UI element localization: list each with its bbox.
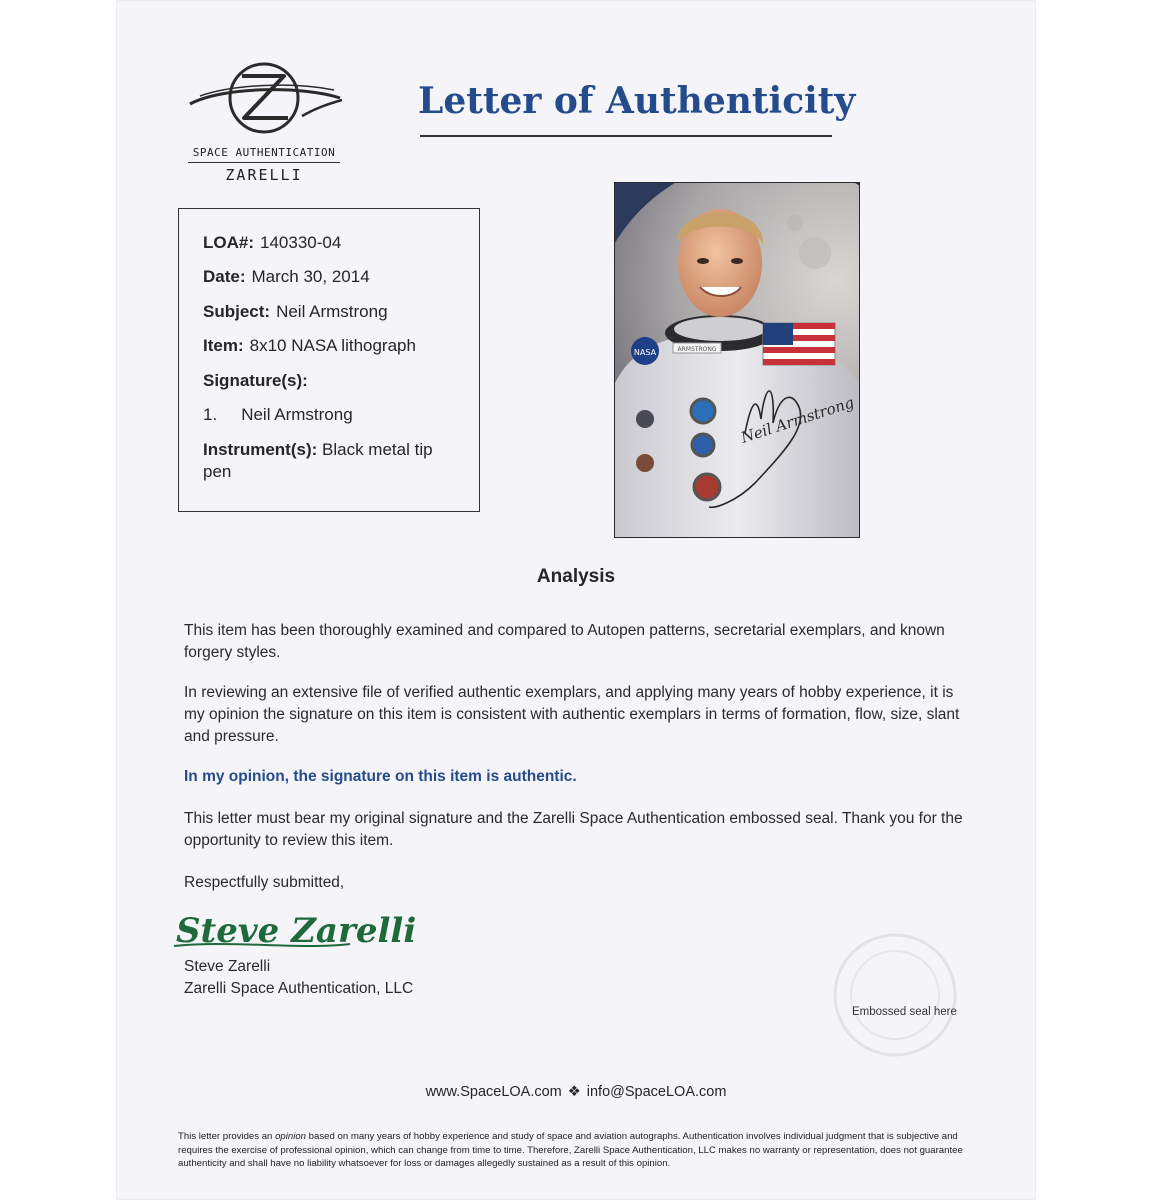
zarelli-logo xyxy=(184,56,344,186)
signature-1-name: Neil Armstrong xyxy=(241,405,353,424)
subject-row xyxy=(203,302,388,322)
signature-image xyxy=(170,900,550,960)
signature-script-text: Steve Zarelli xyxy=(176,911,417,951)
loa-number-value: 140330-04 xyxy=(260,233,342,252)
disclaimer-part-2: based on many years of hobby experience and study of space and aviation autographs. Authentication involves individual judgment that is subjective and requires the exercise of professional opinion, which can change from time to time. Therefore, Zarelli Space Authentication, LLC makes no warranty or representation, does not guarantee authenticity and shall have no liability whatsoever for loss or damages allegedly sustained as a result of this opinion. xyxy=(178,1131,963,1169)
disclaimer-emphasis: opinion xyxy=(275,1131,307,1142)
seal-label: Embossed seal here xyxy=(852,1006,957,1018)
signed-photo xyxy=(614,182,860,538)
signatures-label: Signature(s): xyxy=(203,371,308,390)
disclaimer-text xyxy=(178,1130,968,1171)
signer-company: Zarelli Space Authentication, LLC xyxy=(184,980,414,997)
footer-contact xyxy=(0,1084,1152,1100)
nasa-patch-text: NASA xyxy=(633,348,657,357)
letter-title: Letter of Authenticity xyxy=(418,80,856,122)
instruments-label: Instrument(s): xyxy=(203,440,318,459)
orbit-logo-icon xyxy=(184,56,344,146)
logo-text-line2: ZARELLI xyxy=(225,166,303,184)
signature-entry-1 xyxy=(203,405,353,425)
analysis-paragraph-3: This letter must bear my original signature and the Zarelli Space Authentication embossed seal. Thank you for the opportunity to review this item. xyxy=(184,810,963,849)
authentic-opinion-statement: In my opinion, the signature on this item is authentic. xyxy=(184,768,577,785)
logo-text-line1: SPACE AUTHENTICATION xyxy=(192,146,336,159)
seal-icon xyxy=(830,930,960,1060)
analysis-paragraph-2: In reviewing an extensive file of verified authentic exemplars, and applying many years of hobby experience, it is my opinion the signature on this item is consistent with authentic exemplars in terms of formation, flow, size, slant and pressure. xyxy=(184,684,960,745)
analysis-heading: Analysis xyxy=(536,566,616,587)
diamond-separator-icon: ❖ xyxy=(567,1084,581,1100)
title-underline xyxy=(420,135,832,137)
signature-1-number: 1. xyxy=(203,405,218,424)
item-row xyxy=(203,336,416,356)
date-label: Date: xyxy=(203,267,246,286)
handwritten-signature xyxy=(170,900,550,965)
loa-number-row xyxy=(203,233,341,253)
signatures-row xyxy=(203,371,308,391)
subject-value: Neil Armstrong xyxy=(276,302,388,321)
embossed-seal xyxy=(830,930,960,1065)
item-value: 8x10 NASA lithograph xyxy=(249,336,416,355)
subject-label: Subject: xyxy=(203,302,271,321)
name-tag-text: ARMSTRONG xyxy=(677,346,717,353)
closing-line: Respectfully submitted, xyxy=(184,874,345,891)
item-label: Item: xyxy=(203,336,244,355)
logo-divider xyxy=(188,162,340,163)
astronaut-portrait-image xyxy=(615,183,859,537)
email-link[interactable]: info@SpaceLOA.com xyxy=(586,1084,727,1100)
autograph-text: Neil Armstrong xyxy=(738,393,857,447)
disclaimer-part-1: This letter provides an xyxy=(178,1131,276,1142)
loa-details-box xyxy=(178,208,480,512)
loa-number-label: LOA#: xyxy=(203,233,254,252)
instruments-row xyxy=(203,439,459,483)
signer-name: Steve Zarelli xyxy=(184,958,271,975)
instruments-value: Black metal tip pen xyxy=(203,440,433,481)
date-value: March 30, 2014 xyxy=(251,267,370,286)
analysis-paragraph-1: This item has been thoroughly examined and compared to Autopen patterns, secretarial exemplars, and known forgery styles. xyxy=(184,622,945,661)
date-row xyxy=(203,267,370,287)
website-link[interactable]: www.SpaceLOA.com xyxy=(425,1084,562,1100)
flag-patch-icon xyxy=(763,323,835,365)
